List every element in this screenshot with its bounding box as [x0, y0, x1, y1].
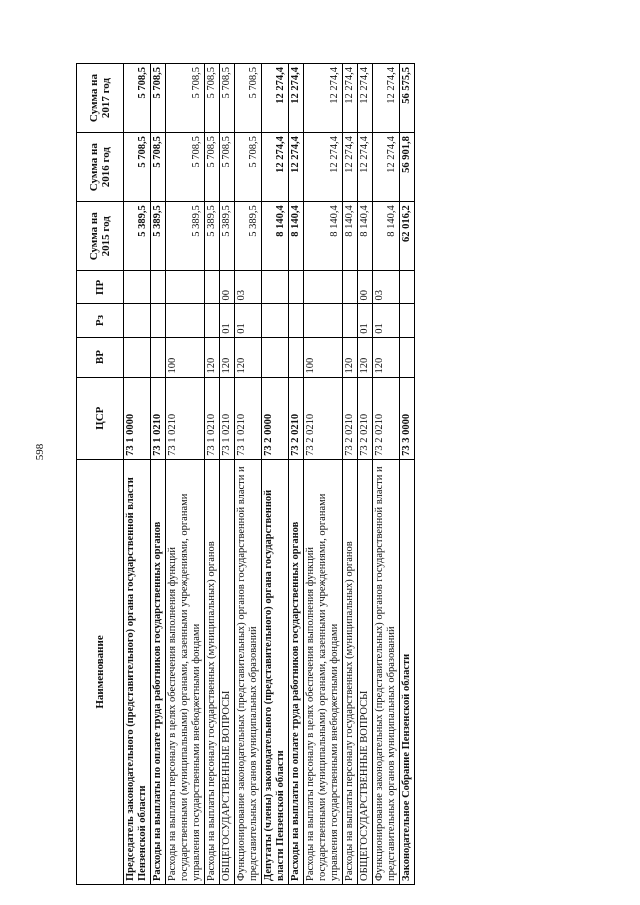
cell-sum-2015: 5 389,5 — [166, 202, 205, 271]
header-pr: ПР — [77, 271, 124, 304]
cell-vr — [262, 337, 289, 377]
cell-sum-2017: 5 708,5 — [220, 64, 235, 133]
cell-csr: 73 2 0210 — [373, 377, 400, 459]
cell-sum-2016: 12 274,4 — [304, 133, 343, 202]
cell-pr: 00 — [358, 271, 373, 304]
cell-sum-2016: 12 274,4 — [373, 133, 400, 202]
cell-sum-2017: 5 708,5 — [205, 64, 220, 133]
cell-csr: 73 2 0210 — [304, 377, 343, 459]
cell-sum-2016: 5 708,5 — [151, 133, 166, 202]
cell-sum-2016: 56 901,8 — [400, 133, 415, 202]
cell-name: Расходы на выплаты по оплате труда работников государственных органов — [151, 459, 166, 884]
cell-rz — [205, 304, 220, 337]
cell-rz: 01 — [373, 304, 400, 337]
cell-sum-2017: 12 274,4 — [358, 64, 373, 133]
cell-vr — [289, 337, 304, 377]
cell-sum-2015: 5 389,5 — [151, 202, 166, 271]
cell-csr: 73 1 0210 — [205, 377, 220, 459]
cell-sum-2015: 8 140,4 — [262, 202, 289, 271]
cell-sum-2016: 5 708,5 — [124, 133, 151, 202]
table-row — [343, 64, 358, 885]
cell-pr — [124, 271, 151, 304]
cell-sum-2017: 12 274,4 — [262, 64, 289, 133]
cell-sum-2017: 5 708,5 — [151, 64, 166, 133]
cell-name: Расходы на выплаты персоналу в целях обеспечения выполнения функций государственными (муниципальными) органами, казенными учреждениями, органами управления государственными внебюджетными фондами — [304, 459, 343, 884]
cell-pr — [151, 271, 166, 304]
cell-pr — [166, 271, 205, 304]
cell-rz — [262, 304, 289, 337]
cell-name: Председатель законодательного (представительного) органа государственной власти Пензенской области — [124, 459, 151, 884]
cell-sum-2015: 5 389,5 — [124, 202, 151, 271]
cell-csr: 73 3 0000 — [400, 377, 415, 459]
header-sum-2016: Сумма на 2016 год — [77, 133, 124, 202]
table-row — [166, 64, 205, 885]
cell-pr — [262, 271, 289, 304]
table-header-row — [77, 64, 124, 885]
cell-name: Расходы на выплаты персоналу государственных (муниципальных) органов — [205, 459, 220, 884]
cell-rz: 01 — [358, 304, 373, 337]
cell-sum-2017: 5 708,5 — [166, 64, 205, 133]
cell-csr: 73 1 0000 — [124, 377, 151, 459]
cell-name: Депутаты (члены) законодательного (представительного) органа государственной власти Пензенской области — [262, 459, 289, 884]
header-vr: ВР — [77, 337, 124, 377]
cell-name: Функционирование законодательных (представительных) органов государственной власти и представительных органов муниципальных образований — [373, 459, 400, 884]
cell-csr: 73 2 0210 — [343, 377, 358, 459]
cell-pr — [289, 271, 304, 304]
cell-sum-2015: 8 140,4 — [289, 202, 304, 271]
cell-name: Расходы на выплаты персоналу в целях обеспечения выполнения функций государственными (муниципальными) органами, казенными учреждениями, органами управления государственными внебюджетными фондами — [166, 459, 205, 884]
cell-rz: 01 — [220, 304, 235, 337]
cell-vr: 120 — [343, 337, 358, 377]
cell-vr: 100 — [304, 337, 343, 377]
table-row — [235, 64, 262, 885]
cell-name: Расходы на выплаты по оплате труда работников государственных органов — [289, 459, 304, 884]
cell-sum-2017: 12 274,4 — [373, 64, 400, 133]
cell-pr: 00 — [220, 271, 235, 304]
cell-vr: 100 — [166, 337, 205, 377]
cell-pr — [343, 271, 358, 304]
cell-sum-2015: 8 140,4 — [343, 202, 358, 271]
table-body — [124, 64, 415, 885]
header-sum-2017: Сумма на 2017 год — [77, 64, 124, 133]
cell-pr — [400, 271, 415, 304]
cell-sum-2016: 12 274,4 — [343, 133, 358, 202]
cell-csr: 73 1 0210 — [151, 377, 166, 459]
cell-rz — [400, 304, 415, 337]
cell-vr — [151, 337, 166, 377]
cell-sum-2016: 5 708,5 — [235, 133, 262, 202]
cell-rz: 01 — [235, 304, 262, 337]
table-row — [358, 64, 373, 885]
table-row — [373, 64, 400, 885]
cell-pr: 03 — [235, 271, 262, 304]
cell-vr: 120 — [373, 337, 400, 377]
cell-csr: 73 1 0210 — [166, 377, 205, 459]
cell-pr: 03 — [373, 271, 400, 304]
cell-vr: 120 — [205, 337, 220, 377]
cell-sum-2015: 5 389,5 — [220, 202, 235, 271]
cell-sum-2016: 12 274,4 — [358, 133, 373, 202]
cell-sum-2015: 8 140,4 — [304, 202, 343, 271]
cell-sum-2016: 12 274,4 — [262, 133, 289, 202]
table-row — [289, 64, 304, 885]
header-sum-2015: Сумма на 2015 год — [77, 202, 124, 271]
table-row — [400, 64, 415, 885]
table-row — [262, 64, 289, 885]
page-number: 598 — [34, 443, 46, 461]
cell-sum-2016: 5 708,5 — [166, 133, 205, 202]
cell-csr: 73 2 0210 — [358, 377, 373, 459]
cell-name: Функционирование законодательных (представительных) органов государственной власти и представительных органов муниципальных образований — [235, 459, 262, 884]
cell-sum-2017: 56 575,5 — [400, 64, 415, 133]
cell-rz — [304, 304, 343, 337]
rotated-table-container — [76, 63, 548, 885]
cell-sum-2015: 62 016,2 — [400, 202, 415, 271]
header-name: Наименование — [77, 459, 124, 884]
table-row — [205, 64, 220, 885]
cell-vr — [400, 337, 415, 377]
budget-table — [76, 63, 415, 885]
cell-name: Расходы на выплаты персоналу государственных (муниципальных) органов — [343, 459, 358, 884]
cell-csr: 73 2 0000 — [262, 377, 289, 459]
cell-sum-2016: 12 274,4 — [289, 133, 304, 202]
cell-vr: 120 — [220, 337, 235, 377]
cell-sum-2017: 12 274,4 — [289, 64, 304, 133]
cell-csr: 73 1 0210 — [235, 377, 262, 459]
table-row — [220, 64, 235, 885]
cell-csr: 73 2 0210 — [289, 377, 304, 459]
cell-sum-2017: 12 274,4 — [343, 64, 358, 133]
cell-sum-2016: 5 708,5 — [205, 133, 220, 202]
cell-sum-2017: 5 708,5 — [124, 64, 151, 133]
cell-sum-2015: 8 140,4 — [358, 202, 373, 271]
cell-rz — [151, 304, 166, 337]
cell-name: ОБЩЕГОСУДАРСТВЕННЫЕ ВОПРОСЫ — [220, 459, 235, 884]
header-rz: Рз — [77, 304, 124, 337]
cell-rz — [289, 304, 304, 337]
table-row — [304, 64, 343, 885]
cell-sum-2017: 12 274,4 — [304, 64, 343, 133]
cell-sum-2015: 5 389,5 — [235, 202, 262, 271]
cell-pr — [205, 271, 220, 304]
cell-sum-2015: 5 389,5 — [205, 202, 220, 271]
header-csr: ЦСР — [77, 377, 124, 459]
cell-vr: 120 — [358, 337, 373, 377]
cell-rz — [343, 304, 358, 337]
cell-sum-2015: 8 140,4 — [373, 202, 400, 271]
cell-rz — [124, 304, 151, 337]
cell-vr — [124, 337, 151, 377]
cell-csr: 73 1 0210 — [220, 377, 235, 459]
table-row — [124, 64, 151, 885]
table-row — [151, 64, 166, 885]
cell-sum-2016: 5 708,5 — [220, 133, 235, 202]
cell-vr: 120 — [235, 337, 262, 377]
cell-name: Законодательное Собрание Пензенской области — [400, 459, 415, 884]
cell-rz — [166, 304, 205, 337]
cell-pr — [304, 271, 343, 304]
cell-name: ОБЩЕГОСУДАРСТВЕННЫЕ ВОПРОСЫ — [358, 459, 373, 884]
cell-sum-2017: 5 708,5 — [235, 64, 262, 133]
